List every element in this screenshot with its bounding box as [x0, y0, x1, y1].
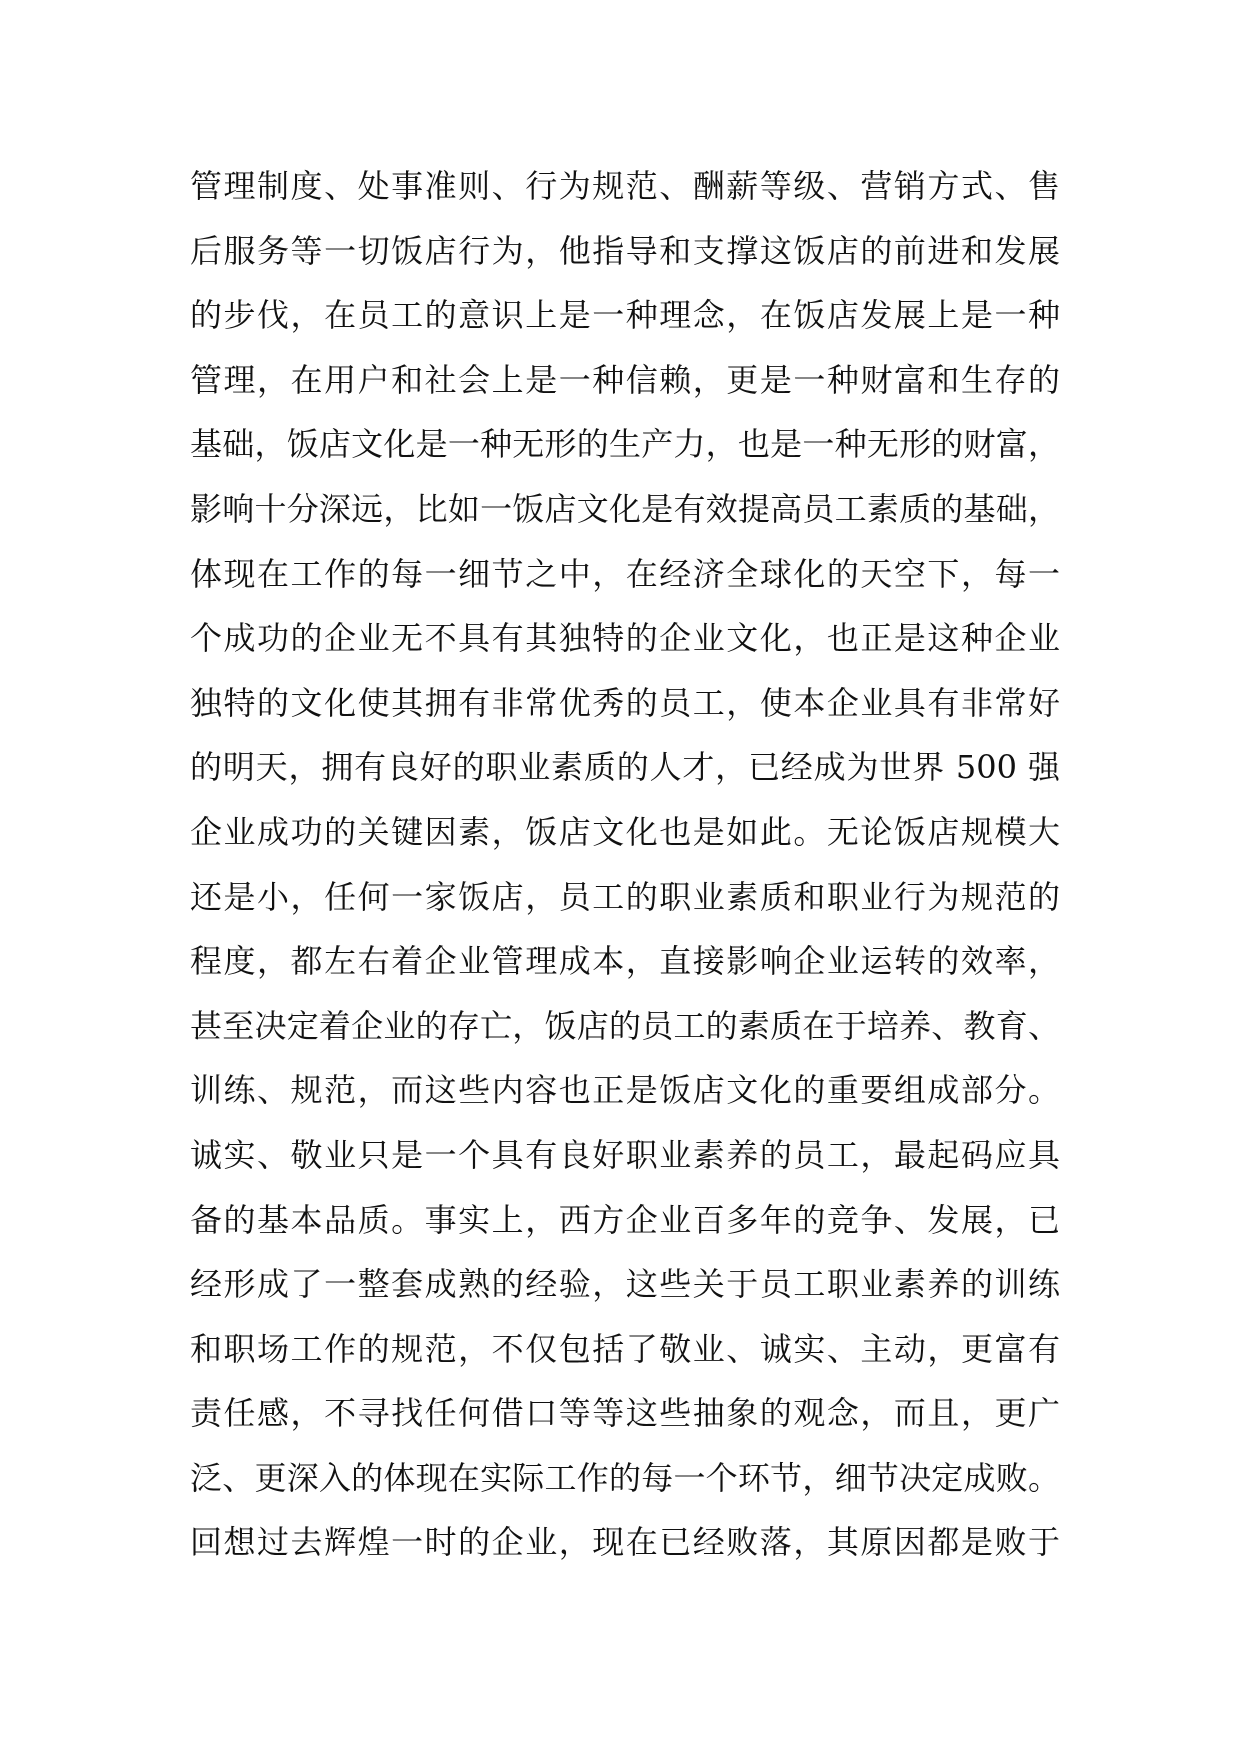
body-text: [190, 154, 1060, 1575]
text-line: 管理制度、处事准则、行为规范、酬薪等级、营销方式、售: [190, 167, 1060, 205]
text-line: 个成功的企业无不具有其独特的企业文化，也正是这种企业: [190, 619, 1060, 658]
text-line: 诚实、敬业只是一个具有良好职业素养的员工，最起码应具: [190, 1135, 1060, 1174]
text-line: 影响十分深远，比如一饭店文化是有效提高员工素质的基础，: [190, 489, 1060, 528]
text-line: 经形成了一整套成熟的经验，这些关于员工职业素养的训练: [190, 1265, 1060, 1304]
text-line: 程度，都左右着企业管理成本，直接影响企业运转的效率，: [190, 942, 1060, 981]
text-line: 的明天，拥有良好的职业素质的人才，已经成为世界 500 强: [190, 748, 1060, 787]
text-line: 和职场工作的规范，不仅包括了敬业、诚实、主动，更富有: [190, 1329, 1060, 1368]
text-line: 备的基本品质。事实上，西方企业百多年的竞争、发展，已: [190, 1200, 1060, 1239]
text-line: 回想过去辉煌一时的企业，现在已经败落，其原因都是败于: [190, 1523, 1060, 1562]
text-line: 企业成功的关键因素，饭店文化也是如此。无论饭店规模大: [190, 812, 1060, 851]
text-line: 还是小，任何一家饭店，员工的职业素质和职业行为规范的: [190, 877, 1060, 916]
text-line: 甚至决定着企业的存亡，饭店的员工的素质在于培养、教育、: [190, 1006, 1060, 1045]
text-line: 管理，在用户和社会上是一种信赖，更是一种财富和生存的: [190, 360, 1060, 399]
text-line: 训练、规范，而这些内容也正是饭店文化的重要组成部分。: [190, 1071, 1060, 1110]
text-line: 泛、更深入的体现在实际工作的每一个环节，细节决定成败。: [190, 1458, 1060, 1497]
text-line: 体现在工作的每一细节之中，在经济全球化的天空下，每一: [190, 554, 1060, 593]
text-line: 的步伐，在员工的意识上是一种理念，在饭店发展上是一种: [190, 296, 1060, 335]
text-line: 基础，饭店文化是一种无形的生产力，也是一种无形的财富，: [190, 425, 1060, 464]
text-line: 独特的文化使其拥有非常优秀的员工，使本企业具有非常好: [190, 683, 1060, 722]
text-line: 后服务等一切饭店行为，他指导和支撑这饭店的前进和发展: [190, 231, 1060, 270]
text-line: 责任感，不寻找任何借口等等这些抽象的观念，而且，更广: [190, 1394, 1060, 1433]
